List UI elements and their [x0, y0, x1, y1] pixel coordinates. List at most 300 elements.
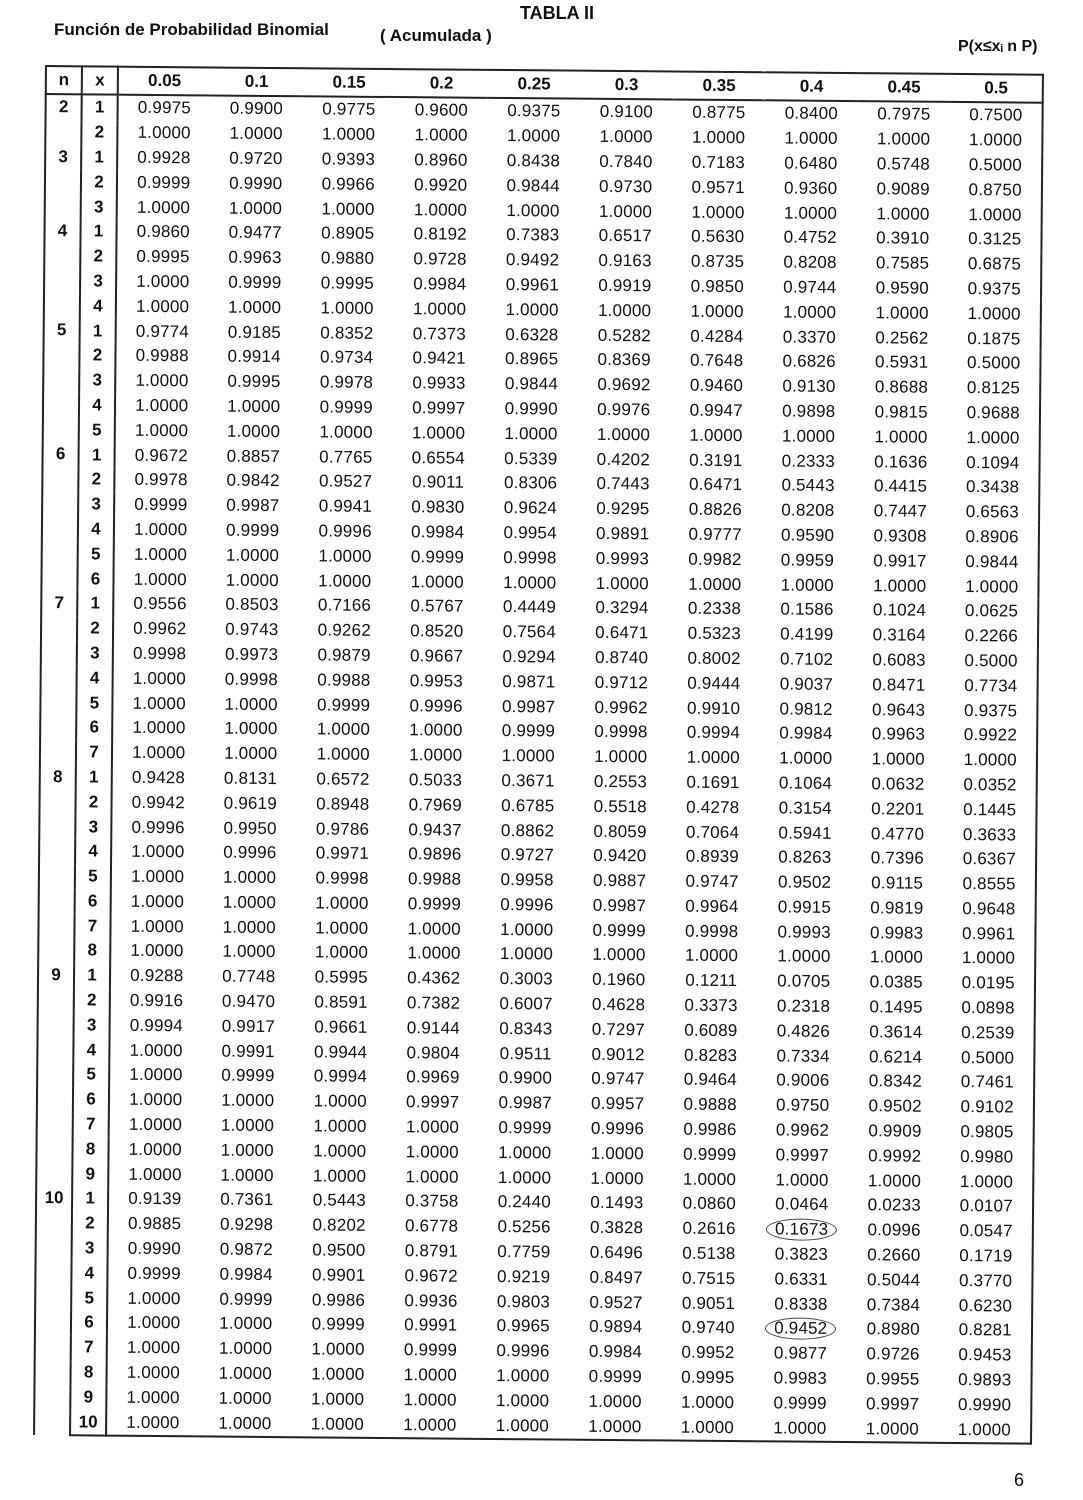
x-value-cell: 3	[80, 269, 116, 294]
probability-cell: 0.2318	[776, 996, 831, 1016]
probability-cell: 0.6367	[943, 847, 1036, 873]
probability-cell: 0.9360	[784, 178, 838, 198]
probability-cell: 0.1586	[780, 599, 834, 620]
probability-cell: 0.8131	[223, 768, 278, 788]
probability-cell: 0.9942	[131, 792, 185, 812]
probability-cell: 1.0000	[498, 1142, 552, 1163]
probability-cell: 1.0000	[947, 425, 1040, 451]
probability-cell: 1.0000	[950, 128, 1043, 154]
probability-cell: 0.8208	[781, 500, 835, 521]
probability-cell: 0.9999	[219, 1289, 273, 1309]
x-value-cell: 9	[72, 1162, 108, 1187]
probability-cell: 0.7383	[506, 225, 560, 245]
probability-cell: 1.0000	[130, 916, 184, 936]
probability-cell: 0.9987	[592, 895, 647, 916]
probability-cell: 1.0000	[689, 425, 743, 445]
probability-cell: 1.0000	[782, 302, 837, 322]
probability-cell: 1.0000	[227, 297, 282, 317]
probability-cell: 0.3438	[947, 475, 1040, 501]
probability-cell: 0.9953	[409, 670, 464, 691]
probability-cell: 0.4770	[870, 823, 925, 844]
probability-cell: 0.9986	[683, 1119, 737, 1140]
probability-cell: 0.8369	[597, 350, 651, 370]
probability-cell: 0.6572	[316, 769, 370, 789]
probability-cell: 0.0464	[775, 1194, 829, 1215]
probability-cell: 0.8471	[872, 674, 926, 695]
probability-cell: 0.1445	[944, 797, 1037, 823]
probability-cell: 0.9747	[685, 871, 739, 892]
probability-cell: 1.0000	[496, 1366, 550, 1386]
probability-cell: 0.2553	[593, 771, 648, 792]
probability-cell: 0.9996	[590, 1118, 645, 1139]
probability-cell: 0.9102	[941, 1095, 1034, 1121]
probability-cell: 0.8960	[414, 150, 468, 170]
x-value-cell: 2	[80, 244, 116, 269]
probability-cell: 0.9502	[777, 872, 832, 892]
probability-cell: 1.0000	[229, 123, 283, 144]
n-value-cell: 5	[43, 318, 80, 442]
x-value-cell: 2	[78, 467, 114, 492]
probability-cell: 0.0632	[871, 774, 925, 794]
binomial-table	[33, 65, 1044, 1445]
probability-cell: 1.0000	[291, 1411, 384, 1438]
probability-cell: 0.9990	[504, 398, 558, 419]
probability-cell: 0.6331	[774, 1269, 828, 1289]
probability-cell: 0.9692	[597, 374, 651, 395]
x-value-cell: 2	[72, 1211, 108, 1236]
probability-cell: 0.6471	[688, 474, 743, 495]
x-value-cell: 1	[78, 442, 114, 467]
probability-cell: 0.6554	[411, 447, 466, 468]
probability-cell: 0.9667	[409, 646, 464, 666]
probability-cell: 0.9556	[133, 594, 187, 614]
probability-cell: 0.9998	[315, 868, 369, 888]
probability-cell: 0.9982	[688, 549, 742, 569]
probability-cell: 0.9219	[497, 1266, 551, 1287]
probability-cell: 0.8352	[320, 322, 374, 343]
probability-cell: 1.0000	[784, 128, 838, 149]
probability-cell: 0.8688	[874, 377, 929, 397]
probability-cell: 0.9987	[498, 1093, 552, 1113]
probability-cell: 0.9089	[876, 179, 930, 199]
probability-cell: 0.9812	[779, 698, 833, 719]
probability-cell: 1.0000	[224, 694, 278, 714]
probability-cell: 0.9661	[314, 1017, 368, 1037]
probability-cell: 0.4826	[776, 1021, 831, 1041]
probability-cell: 0.8735	[690, 251, 745, 272]
probability-cell: 1.0000	[321, 124, 376, 145]
n-value-cell: 7	[40, 591, 78, 765]
probability-cell: 1.0000	[684, 946, 739, 966]
probability-cell: 1.0000	[595, 573, 649, 593]
probability-cell: 0.9997	[412, 398, 466, 418]
probability-cell: 0.6563	[947, 500, 1040, 526]
probability-cell: 1.0000	[135, 395, 189, 416]
probability-cell: 0.9995	[320, 273, 375, 293]
probability-cell: 1.0000	[137, 122, 191, 143]
x-value-cell: 1	[80, 318, 116, 343]
x-value-cell: 3	[72, 1236, 108, 1261]
x-value-cell: 1	[80, 219, 116, 244]
probability-cell: 0.5767	[410, 596, 464, 617]
probability-cell: 0.4628	[591, 994, 646, 1015]
x-value-cell: 5	[78, 542, 114, 567]
probability-cell: 1.0000	[131, 842, 185, 862]
probability-cell: 0.7975	[877, 104, 931, 125]
probability-cell: 1.0000	[132, 693, 186, 713]
probability-cell: 1.0000	[504, 423, 558, 444]
probability-cell: 1.0000	[128, 1139, 182, 1160]
probability-cell: 0.8192	[413, 224, 467, 245]
probability-cell: 0.9995	[681, 1367, 735, 1388]
probability-cell: 1.0000	[318, 570, 372, 591]
probability-cell: 0.8306	[503, 473, 558, 493]
probability-cell: 1.0000	[682, 1169, 737, 1189]
probability-cell: 1.0000	[133, 544, 188, 564]
probability-cell: 0.7500	[950, 102, 1043, 129]
probability-cell: 0.8791	[404, 1241, 459, 1261]
probability-cell: 0.9973	[224, 644, 279, 664]
p-column-header: 0.25	[488, 70, 581, 99]
probability-cell: 0.1024	[872, 600, 927, 621]
probability-cell: 1.0000	[506, 126, 561, 146]
probability-cell: 0.9969	[406, 1067, 460, 1088]
probability-cell: 0.1493	[590, 1193, 644, 1213]
probability-cell: 0.2660	[867, 1245, 921, 1265]
probability-cell: 0.9958	[500, 870, 554, 890]
probability-cell: 0.9995	[136, 246, 190, 267]
probability-cell: 0.0107	[940, 1194, 1033, 1220]
probability-cell: 0.9999	[501, 721, 556, 741]
probability-cell: 0.9139	[128, 1189, 182, 1209]
probability-cell: 0.9888	[683, 1094, 737, 1115]
probability-cell: 1.0000	[501, 746, 555, 766]
probability-cell: 1.0000	[412, 298, 467, 319]
probability-cell: 0.9998	[224, 669, 279, 689]
probability-cell: 1.0000	[219, 1314, 273, 1334]
probability-cell: 0.9961	[943, 921, 1036, 947]
probability-cell: 0.9470	[221, 991, 276, 1012]
probability-cell: 1.0000	[505, 299, 559, 320]
probability-cell: 1.0000	[588, 1391, 642, 1412]
probability-cell: 0.8906	[946, 524, 1039, 550]
probability-cell: 0.9996	[500, 894, 554, 915]
probability-cell: 0.6517	[598, 226, 652, 246]
probability-cell: 1.0000	[225, 545, 280, 565]
n-column-header: n	[46, 66, 82, 94]
probability-cell: 0.6496	[589, 1242, 644, 1263]
probability-cell: 0.9877	[773, 1343, 828, 1364]
probability-cell: 0.9988	[407, 869, 462, 889]
probability-cell: 0.9984	[410, 522, 465, 542]
probability-cell: 0.3614	[869, 1022, 923, 1042]
probability-cell: 0.8002	[687, 648, 741, 669]
probability-cell: 1.0000	[129, 1090, 183, 1110]
probability-cell: 1.0000	[135, 370, 189, 391]
probability-cell: 0.9941	[318, 496, 373, 517]
probability-cell: 0.9994	[313, 1066, 368, 1087]
probability-cell: 0.9051	[681, 1293, 736, 1313]
probability-cell: 1.0000	[218, 1338, 273, 1359]
probability-cell: 0.6214	[868, 1046, 923, 1067]
probability-cell: 1.0000	[313, 1141, 367, 1161]
probability-cell: 0.8059	[593, 821, 647, 841]
probability-cell: 0.9672	[404, 1266, 458, 1286]
probability-cell: 0.9844	[946, 549, 1039, 575]
probability-cell: 0.9006	[776, 1070, 830, 1091]
probability-cell: 0.7585	[875, 253, 930, 273]
probability-cell: 0.6471	[595, 622, 649, 643]
probability-cell: 0.9012	[591, 1044, 645, 1064]
probability-cell: 1.0000	[946, 574, 1039, 600]
p-column-header: 0.3	[580, 71, 673, 100]
probability-cell: 0.9619	[223, 793, 277, 813]
probability-cell: 0.5518	[593, 796, 647, 816]
probability-cell: 1.0000	[132, 742, 186, 763]
probability-cell: 0.3671	[501, 770, 555, 791]
probability-cell: 0.7648	[690, 351, 744, 371]
probability-cell: 1.0000	[873, 575, 927, 596]
probability-cell: 0.7969	[408, 794, 462, 815]
probability-cell: 0.8503	[225, 594, 279, 615]
x-value-cell: 10	[70, 1410, 106, 1436]
probability-cell: 0.9966	[321, 174, 375, 194]
probability-cell: 1.0000	[310, 1389, 365, 1409]
probability-cell: 0.9990	[939, 1392, 1032, 1418]
probability-cell: 1.0000	[224, 718, 278, 739]
probability-cell: 1.0000	[129, 1040, 183, 1060]
x-value-cell: 5	[75, 864, 111, 889]
probability-cell: 0.9996	[131, 817, 185, 837]
probability-cell: 0.9037	[779, 674, 834, 694]
probability-cell: 0.9144	[406, 1018, 461, 1038]
probability-cell: 1.0000	[414, 125, 468, 145]
x-value-cell: 8	[72, 1137, 108, 1162]
probability-cell: 0.7759	[497, 1242, 551, 1262]
probability-cell: 0.8948	[316, 794, 370, 814]
probability-cell: 1.0000	[130, 891, 185, 912]
probability-cell: 0.5630	[691, 227, 745, 247]
probability-cell: 1.0000	[130, 941, 184, 961]
n-value-cell: 8	[38, 764, 76, 963]
probability-cell: 0.9997	[775, 1145, 829, 1165]
probability-cell: 1.0000	[939, 1417, 1032, 1444]
probability-cell: 0.2201	[871, 798, 925, 819]
probability-cell: 1.0000	[136, 197, 191, 217]
probability-cell: 1.0000	[409, 745, 463, 765]
probability-cell: 1.0000	[775, 1170, 829, 1190]
probability-cell: 1.0000	[218, 1363, 273, 1384]
x-value-cell: 5	[79, 418, 115, 443]
probability-cell: 1.0000	[407, 918, 461, 939]
x-value-cell: 7	[73, 1112, 109, 1137]
probability-cell: 0.9920	[414, 175, 468, 195]
probability-cell: 0.9997	[865, 1394, 920, 1414]
probability-cell: 0.9726	[866, 1344, 920, 1364]
p-column-header: 0.05	[118, 67, 211, 96]
probability-cell: 0.3164	[872, 625, 926, 645]
probability-cell: 0.9999	[773, 1393, 827, 1413]
probability-cell: 0.9624	[503, 498, 558, 518]
x-value-cell: 3	[81, 195, 117, 220]
probability-cell: 0.9500	[312, 1240, 366, 1260]
probability-cell: 0.9991	[404, 1315, 458, 1336]
probability-cell: 0.8263	[778, 847, 832, 868]
probability-cell: 1.0000	[409, 720, 463, 740]
probability-cell: 0.8400	[784, 103, 839, 124]
probability-cell: 0.8939	[685, 846, 740, 867]
probability-cell: 1.0000	[943, 946, 1036, 972]
probability-cell: 0.9844	[504, 374, 559, 394]
p-column-header: 0.35	[673, 71, 766, 100]
probability-cell: 1.0000	[220, 1140, 274, 1160]
probability-cell: 0.9294	[502, 646, 556, 667]
circled-value-mark: 0.9452	[765, 1318, 836, 1341]
probability-cell: 1.0000	[316, 744, 370, 764]
probability-cell: 0.9185	[227, 322, 282, 342]
probability-cell: 1.0000	[410, 571, 464, 592]
probability-cell: 1.0000	[315, 918, 369, 938]
probability-cell: 1.0000	[407, 943, 461, 964]
probability-cell: 1.0000	[134, 420, 189, 441]
probability-cell: 0.9999	[228, 272, 282, 293]
probability-cell: 0.9962	[775, 1120, 830, 1140]
table-body	[34, 94, 1043, 1444]
probability-cell: 1.0000	[313, 1091, 367, 1112]
probability-cell: 0.9420	[593, 846, 647, 866]
probability-cell: 0.9805	[941, 1120, 1034, 1146]
probability-cell: 1.0000	[227, 396, 281, 417]
probability-cell: 0.9743	[225, 619, 279, 640]
probability-cell: 0.9993	[595, 548, 650, 569]
probability-cell: 0.9894	[589, 1317, 643, 1337]
probability-cell: 0.9999	[319, 397, 373, 417]
probability-cell: 1.0000	[126, 1387, 180, 1408]
probability-cell: 0.1495	[869, 997, 923, 1017]
probability-cell: 0.9100	[599, 102, 654, 122]
probability-cell: 0.9803	[496, 1291, 551, 1312]
probability-cell: 0.8826	[688, 499, 743, 520]
probability-cell: 1.0000	[691, 127, 746, 148]
x-value-cell: 6	[75, 889, 111, 914]
x-value-cell: 4	[78, 517, 114, 542]
probability-cell: 1.0000	[128, 1114, 183, 1135]
probability-cell: 0.9730	[599, 176, 653, 197]
probability-cell: 0.9996	[223, 842, 277, 863]
probability-cell: 0.9963	[228, 247, 282, 268]
p-column-header: 0.1	[210, 67, 303, 96]
probability-cell: 0.9984	[219, 1264, 273, 1284]
x-value-cell: 7	[76, 740, 112, 765]
page-number: 6	[1014, 1470, 1025, 1490]
probability-cell: 1.0000	[199, 1411, 292, 1438]
probability-cell: 1.0000	[876, 129, 931, 149]
probability-cell: 0.5000	[945, 648, 1038, 674]
probability-cell: 0.9688	[947, 400, 1040, 426]
probability-cell: 0.6083	[872, 650, 926, 670]
probability-cell: 1.0000	[876, 203, 930, 224]
probability-cell: 1.0000	[319, 422, 373, 442]
probability-cell: 1.0000	[495, 1390, 550, 1411]
x-value-cell: 4	[73, 1038, 109, 1063]
probability-cell: 0.9986	[311, 1290, 366, 1310]
probability-cell: 0.7361	[220, 1190, 274, 1210]
probability-cell: 0.8775	[692, 103, 746, 123]
probability-cell: 0.9988	[317, 670, 371, 690]
probability-cell: 0.6778	[404, 1216, 459, 1236]
probability-cell: 0.2539	[942, 1020, 1035, 1046]
probability-cell: 0.1064	[778, 773, 833, 793]
probability-cell: 0.9984	[588, 1342, 643, 1362]
probability-cell: 0.4278	[686, 797, 740, 817]
probability-cell: 0.1211	[685, 970, 738, 991]
probability-cell: 1.0000	[106, 1410, 199, 1437]
probability-cell: 0.9444	[687, 673, 741, 693]
x-value-cell: 1	[77, 591, 113, 616]
probability-cell: 0.9919	[598, 275, 652, 296]
probability-cell: 0.7461	[942, 1070, 1035, 1096]
probability-cell: 0.9842	[226, 470, 280, 491]
probability-cell: 0.9298	[219, 1214, 274, 1235]
x-value-cell: 8	[70, 1360, 106, 1385]
probability-cell: 0.9999	[134, 494, 188, 515]
probability-cell: 0.9527	[318, 471, 373, 492]
probability-cell: 0.9747	[591, 1069, 645, 1089]
probability-cell: 0.8591	[314, 992, 368, 1012]
probability-cell: 1.0000	[781, 426, 836, 446]
probability-cell: 1.0000	[405, 1117, 460, 1137]
probability-cell: 0.9984	[413, 274, 467, 294]
probability-cell: 0.9477	[228, 222, 282, 243]
probability-cell: 0.6007	[499, 994, 553, 1014]
probability-cell: 0.3191	[689, 450, 743, 470]
probability-cell: 1.0000	[127, 1288, 181, 1308]
probability-cell: 0.9115	[871, 873, 924, 893]
probability-cell: 0.9998	[503, 547, 557, 568]
probability-cell: 0.9999	[683, 1144, 737, 1164]
probability-cell: 1.0000	[777, 946, 831, 967]
probability-cell: 0.7765	[319, 446, 373, 467]
probability-cell: 0.7748	[222, 966, 276, 987]
probability-cell: 1.0000	[221, 1090, 275, 1111]
probability-cell: 0.9872	[219, 1239, 274, 1260]
probability-cell: 0.8438	[506, 151, 561, 171]
probability-cell: 0.6328	[505, 324, 559, 345]
probability-cell: 1.0000	[126, 1362, 181, 1383]
probability-cell: 0.9915	[777, 897, 832, 917]
probability-cell: 1.0000	[224, 743, 278, 764]
probability-cell: 0.9590	[875, 278, 930, 298]
probability-cell: 0.0385	[869, 972, 923, 992]
probability-cell: 0.9998	[685, 921, 739, 941]
probability-cell: 1.0000	[222, 917, 276, 937]
probability-cell: 0.9885	[127, 1214, 182, 1234]
probability-cell: 0.3910	[876, 228, 930, 249]
probability-cell: 0.9804	[406, 1042, 460, 1063]
probability-cell: 0.9879	[317, 645, 371, 665]
probability-cell: 1.0000	[129, 1065, 183, 1085]
probability-cell: 0.9962	[594, 697, 648, 717]
probability-cell: 1.0000	[569, 1414, 662, 1441]
probability-cell: 0.9999	[226, 520, 280, 540]
probability-cell: 0.9992	[868, 1146, 922, 1166]
x-value-cell: 4	[79, 393, 115, 418]
probability-cell: 0.4284	[690, 326, 744, 346]
probability-cell: 0.2616	[682, 1218, 736, 1239]
x-value-cell: 3	[74, 1013, 110, 1038]
probability-cell: 0.1691	[686, 772, 740, 792]
probability-cell: 0.3823	[774, 1244, 829, 1264]
